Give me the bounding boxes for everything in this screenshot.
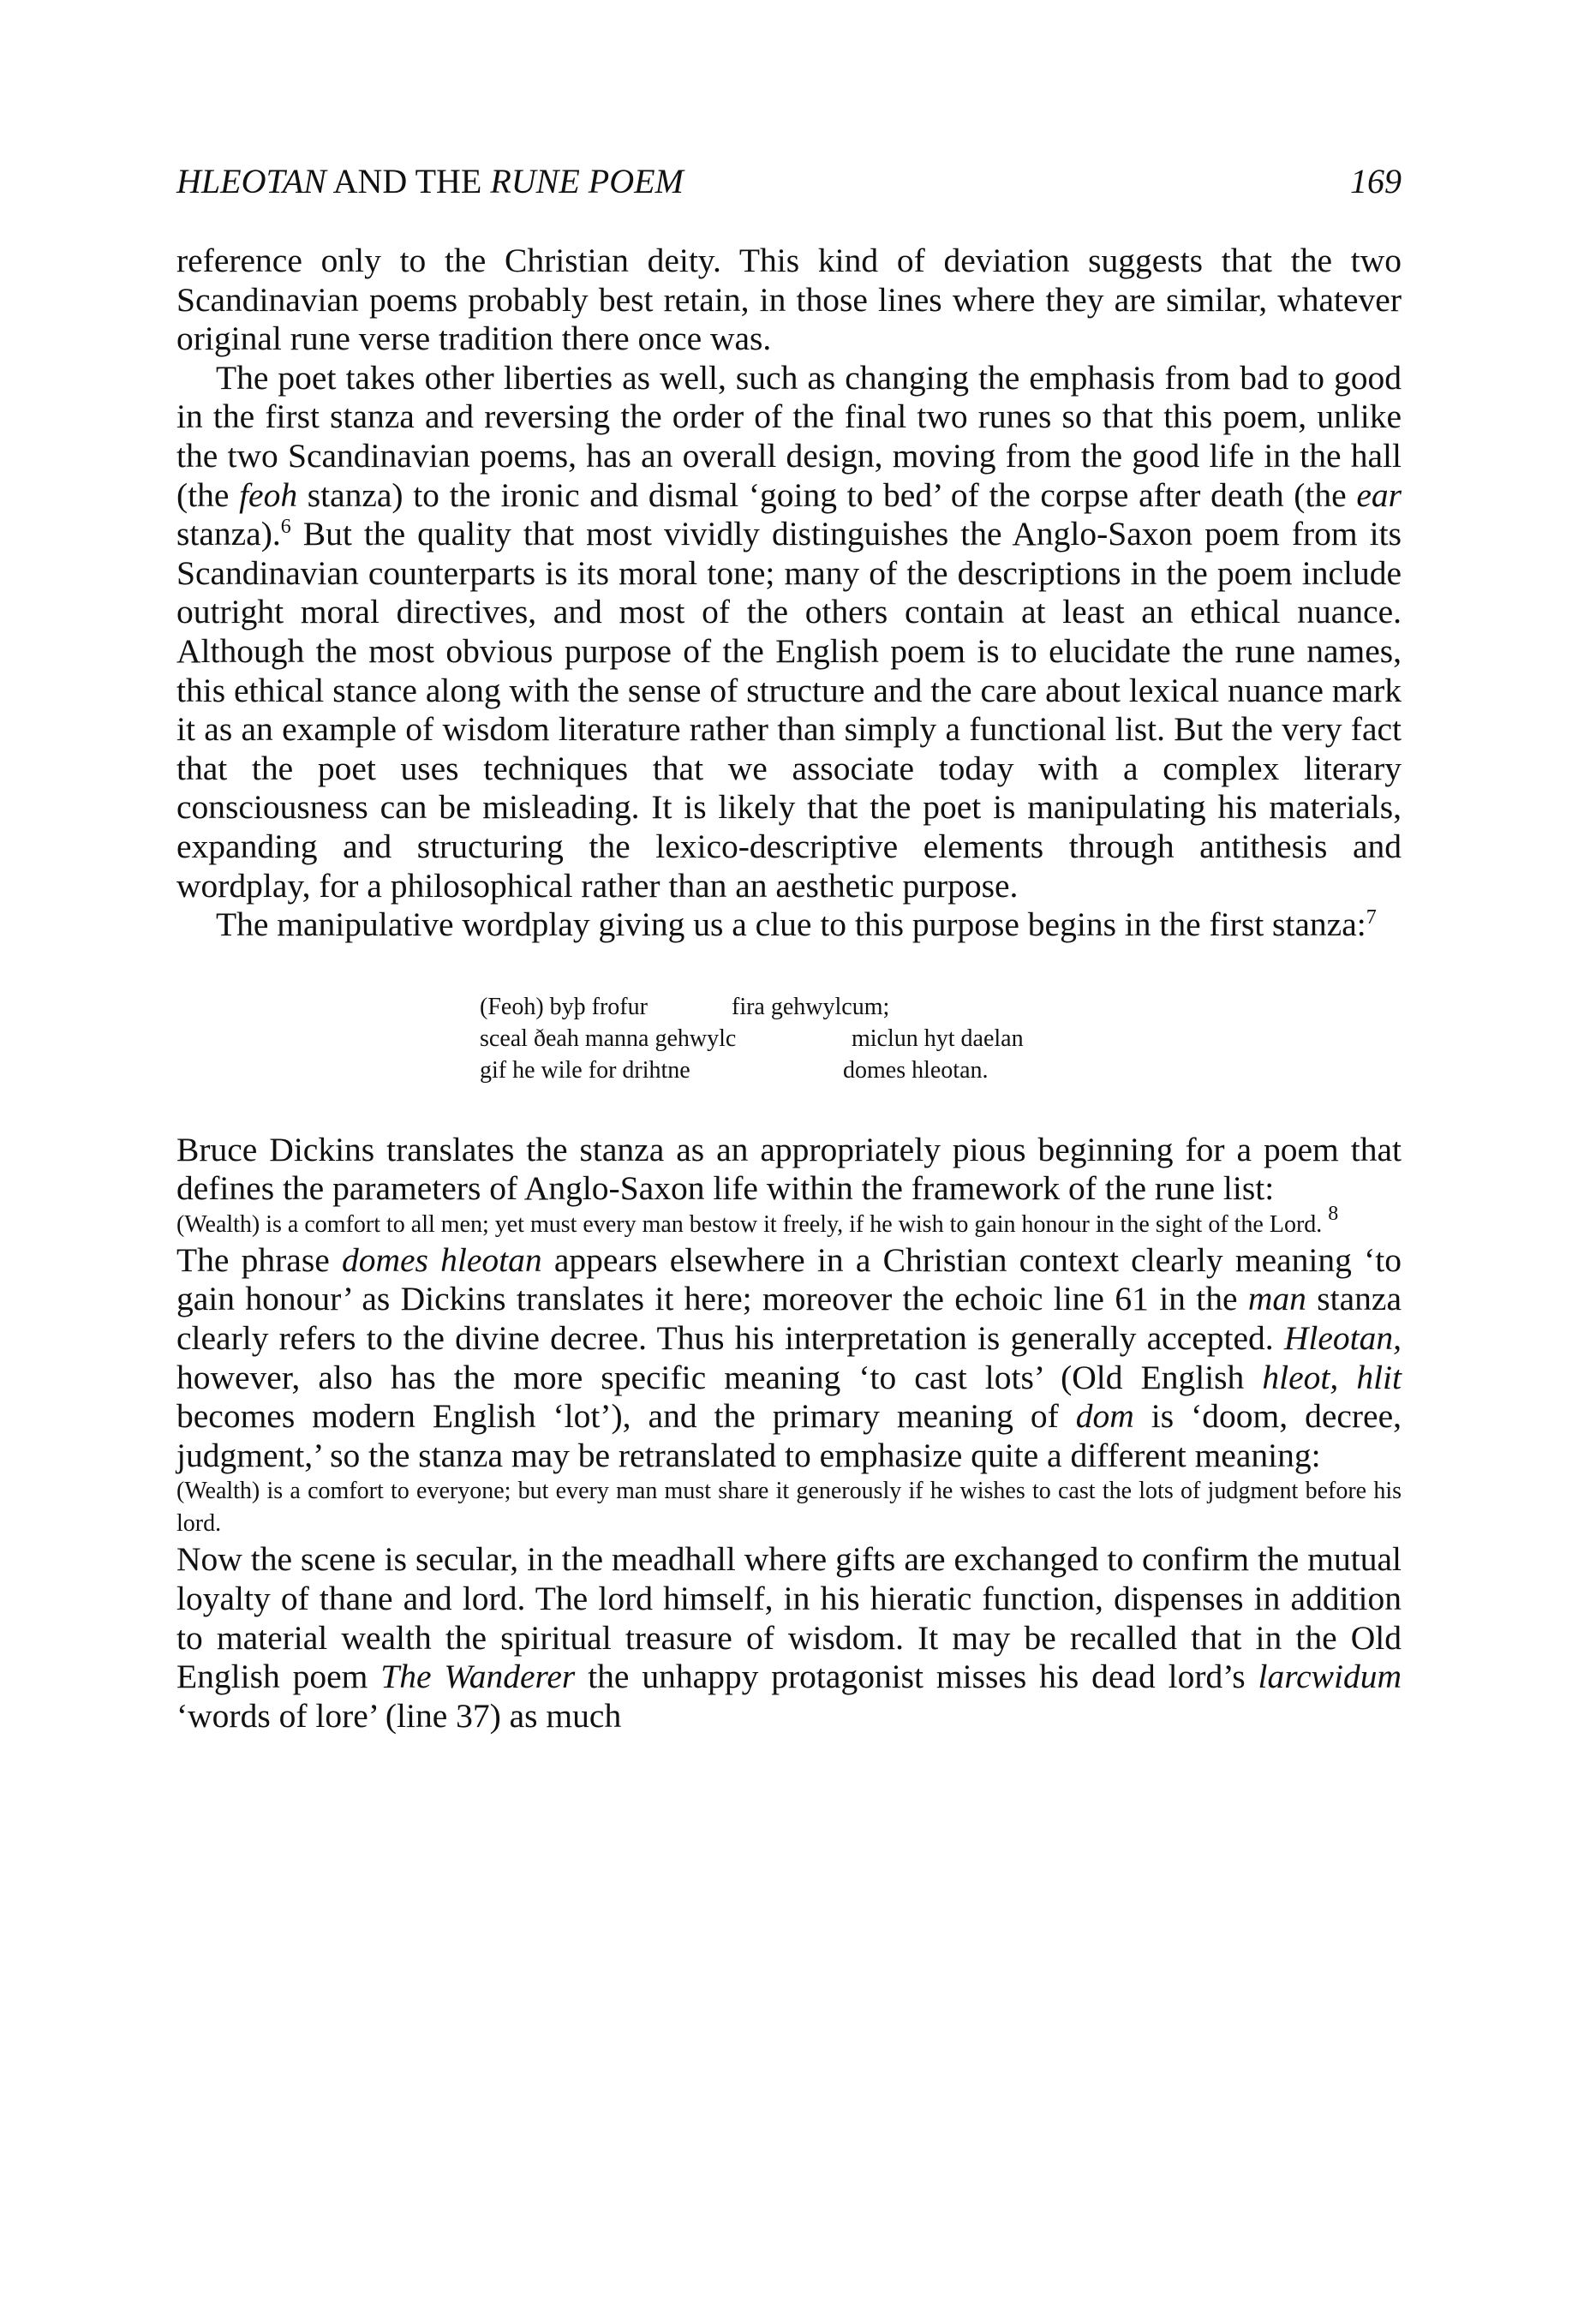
paragraph-4: Bruce Dickins translates the stanza as an appropriately pious beginning for a poem that defines the parameters of Anglo-Saxon life within the framework of the rune list: [176,1130,1402,1208]
paragraph-2: The poet takes other liberties as well, such as changing the emphasis from bad to good in the first stanza and reversing the order of the final two runes so that this poem, unlike the two Scandinavian poems, has an overall design, moving from the good life in the hall (the feoh stanza) to the ironic and dismal ‘going to bed’ of the corpse after death (the ear stanza).$^6$ But the quality that most vividly distinguishes the Anglo-Saxon poem from its Scandinavian counterparts is its moral tone; many of the descriptions in the poem include outright moral directives, and most of the others contain at least an ethical nuance. Although the most obvious purpose of the English poem is to elucidate the rune names, this ethical stance along with the sense of structure and the care about lexical nuance mark it as an example of wisdom literature rather than simply a functional list. But the very fact that the poet uses techniques that we associate today with a complex literary consciousness can be misleading. It is likely that the poet is manipulating his materials, expanding and structuring the lexico-descriptive elements through antithesis and wordplay, for a philosophical rather than an aesthetic purpose. [176,358,1402,905]
verse-half-b: miclun hyt daelan [852,1025,1024,1052]
body-text [176,242,1402,1736]
running-header [176,161,1402,201]
paragraph-1: reference only to the Christian deity. This kind of deviation suggests that the two Scandinavian poems probably best retain, in those lines where they are similar, whatever original rune verse tradition there once was. [176,242,1402,358]
paragraph-3: The manipulative wordplay giving us a clue to this purpose begins in the first stanza:$^7$ [216,905,1377,944]
verse-half-a: (Feoh) byþ frofur [480,993,648,1020]
verse-half-b: domes hleotan. [843,1056,989,1084]
paragraph-6: Now the scene is secular, in the meadhall where gifts are exchanged to confirm the mutual loyalty of thane and lord. The lord himself, in his hieratic function, dispenses in addition to material wealth the spiritual treasure of wisdom. It may be recalled that in the Old English poem The Wanderer the unhappy protagonist misses his dead lord’s larcwidum ‘words of lore’ (line 37) as much [176,1540,1402,1735]
block-quote-retranslation: (Wealth) is a comfort to everyone; but every man must share it generously if he wishes to cast the lots of judgment before his lord. [176,1478,1402,1538]
verse-line [480,1023,1402,1054]
verse-half-b: fira gehwylcum; [732,993,890,1020]
block-quote-dickins: (Wealth) is a comfort to all men; yet must every man bestow it freely, if he wish to gain honour in the sight of the Lord. $^8$ [176,1202,1339,1238]
footnote-ref-8: 8 [1328,1202,1339,1225]
old-english-stanza [480,991,1402,1086]
verse-half-a: sceal ðeah manna gehwylc [480,1025,737,1052]
footnote-ref-7: 7 [1366,906,1377,929]
verse-half-a: gif he wile for drihtne [480,1056,690,1084]
verse-line [480,991,1402,1023]
running-title: HLEOTAN AND THE RUNE POEM [176,162,684,200]
paragraph-5: The phrase domes hleotan appears elsewhere in a Christian context clearly meaning ‘to gain honour’ as Dickins translates it here; moreover the echoic line 61 in the man stanza clearly refers to the divine decree. Thus his interpretation is generally accepted. Hleotan, however, also has the more specific meaning ‘to cast lots’ (Old English hleot, hlit becomes modern English ‘lot’), and the primary meaning of dom is ‘doom, decree, judgment,’ so the stanza may be retranslated to emphasize quite a different meaning: [176,1240,1402,1474]
page-number: 169 [1350,162,1402,200]
verse-line [480,1054,1402,1086]
footnote-ref-6: 6 [280,516,291,539]
